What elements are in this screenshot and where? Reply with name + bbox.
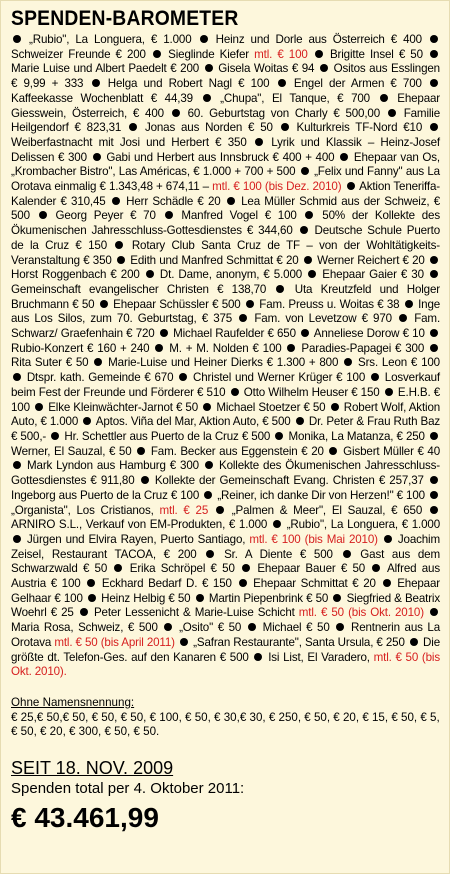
bullet-dot-icon — [278, 79, 286, 87]
donor-text: 50% der Kollekte des Ökumenischen Jahresschluss-Gottesdienstes € 344,60 — [11, 209, 440, 238]
bullet-dot-icon — [410, 638, 418, 646]
bullet-dot-icon — [300, 226, 308, 234]
donor-text: Manfred Vogel € 100 — [181, 209, 297, 223]
donor-text: „Organista", Los Cristianos, — [11, 503, 160, 517]
donor-text: Kollekte der Gemeinschaft Evang. Christen € 257,37 — [154, 474, 424, 488]
donor-text: Rita Suter € 50 — [11, 356, 89, 370]
donor-text: Otto Wilhelm Heuser € 150 — [243, 385, 380, 399]
monthly-amount: mtl. € 50 (bis April 2011) — [54, 635, 175, 649]
bullet-dot-icon — [100, 300, 108, 308]
donor-entry — [224, 548, 333, 561]
donor-entry — [253, 577, 376, 590]
anonymous-amounts: € 25,€ 50,€ 50, € 50, € 50, € 100, € 50, € 30,€ 30, € 250, € 50, € 20, € 15, € 50, € 5, € 50, € 20, € 300, € 50, € 50. — [11, 710, 440, 739]
bullet-dot-icon — [239, 579, 247, 587]
donor-text: Kaffeekasse Wochenblatt € 44,39 — [11, 91, 193, 105]
bullet-dot-icon — [93, 153, 101, 161]
donor-text: „Rubio", La Longuera, € 1.000 — [286, 518, 440, 532]
donor-text: Ehepaar Schüssler € 500 — [113, 297, 241, 311]
bullet-dot-icon — [239, 314, 247, 322]
bullet-dot-icon — [344, 358, 352, 366]
donor-text: Jürgen und Elvira Rayen, Puerto Santiago, — [27, 532, 250, 546]
donor-text: Sieglinde Kiefer — [168, 47, 255, 61]
bullet-dot-icon — [13, 373, 21, 381]
bullet-dot-icon — [179, 373, 187, 381]
donor-text: „Reiner, ich danke Dir von Herzen!" € 100 — [217, 488, 425, 502]
donor-text: Dr. Peter & Frau Ruth Baz € 500,- — [11, 415, 441, 443]
bullet-dot-icon — [117, 256, 125, 264]
donor-text: Erika Schröpel € 50 — [129, 562, 235, 576]
donor-text: Fam. Schwarz/ Graefenhain € 720 — [11, 312, 441, 341]
bullet-dot-icon — [430, 476, 438, 484]
bullet-dot-icon — [383, 579, 391, 587]
donor-entry — [11, 504, 208, 517]
donor-entry — [11, 356, 88, 369]
donor-entry — [108, 356, 338, 369]
donor-list — [11, 33, 440, 680]
bullet-dot-icon — [206, 550, 214, 558]
donor-text: Horst Roggenbach € 200 — [11, 268, 140, 282]
bullet-dot-icon — [287, 344, 295, 352]
donor-entry — [151, 445, 324, 458]
bullet-dot-icon — [347, 182, 355, 190]
donor-entry — [254, 312, 392, 325]
bullet-dot-icon — [430, 79, 438, 87]
bullet-dot-icon — [430, 506, 438, 514]
bullet-dot-icon — [160, 329, 168, 337]
donor-text: Siegfried & Beatrix Woehrl € 25 — [11, 591, 440, 620]
bullet-dot-icon — [248, 623, 256, 631]
bullet-dot-icon — [83, 417, 91, 425]
since-date: SEIT 18. NOV. 2009 — [11, 758, 174, 779]
donor-text: Jonas aus Norden € 50 — [144, 121, 273, 135]
bullet-dot-icon — [276, 285, 284, 293]
bullet-dot-icon — [301, 167, 309, 175]
bullet-dot-icon — [112, 197, 120, 205]
donor-text: „Osito" € 50 — [179, 621, 242, 635]
donor-entry — [27, 459, 199, 472]
donor-entry — [193, 371, 365, 384]
donor-text: Fam. von Levetzow € 970 — [254, 312, 392, 326]
bullet-dot-icon — [275, 432, 283, 440]
donor-text: Kollekte des Ökumenischen Jahresschluss-Gottesdienstes € 911,80 — [11, 459, 441, 488]
donor-text: Robert Wolf, Aktion Auto, € 1.000 — [11, 400, 441, 429]
donor-entry — [209, 592, 328, 605]
bullet-dot-icon — [301, 329, 309, 337]
bullet-dot-icon — [340, 153, 348, 161]
donor-entry — [29, 33, 191, 46]
donor-text: Losverkauf beim Fest der Freunde und Förderer € 510 — [11, 371, 440, 399]
donor-text: Eckhard Bedarf D. € 150 — [101, 577, 232, 591]
donor-text: Dt. Dame, anonym, € 5.000 — [159, 268, 303, 282]
bullet-dot-icon — [430, 270, 438, 278]
donor-entry — [11, 62, 199, 75]
bullet-dot-icon — [246, 300, 254, 308]
donor-text: Dtspr. kath. Gemeinde € 670 — [26, 371, 174, 385]
donor-text: Joachim Zeisel, Restaurant TACOA, € 200 — [11, 532, 440, 561]
donor-text: Fam. Preuss u. Woitas € 38 — [259, 297, 400, 311]
bullet-dot-icon — [87, 579, 95, 587]
donor-text: Rubio-Konzert € 160 + 240 — [11, 341, 150, 355]
donor-entry — [11, 445, 132, 458]
donor-text: Anneliese Dorow € 10 — [313, 327, 425, 341]
bullet-dot-icon — [430, 329, 438, 337]
donor-entry — [11, 283, 266, 296]
bullet-dot-icon — [180, 638, 188, 646]
donor-text: „Rubio", La Longuera, € 1.000 — [29, 33, 192, 46]
donor-text: Marie Luise und Albert Paedelt € 200 — [11, 62, 200, 76]
donor-entry — [130, 254, 298, 267]
donor-text: Ehepaar Bauer € 50 — [257, 562, 366, 576]
bullet-dot-icon — [385, 388, 393, 396]
donor-text: Deutsche Schule Puerto de la Cruz € 150 — [11, 224, 440, 252]
donor-text: Heinz und Dorle aus Österreich € 400 — [215, 33, 422, 46]
donor-text: Weiberfastnacht mit Josi und Herbert € 350 — [11, 135, 247, 149]
donor-text: Herr Schädle € 20 — [126, 194, 221, 208]
bullet-dot-icon — [305, 211, 313, 219]
bullet-dot-icon — [227, 197, 235, 205]
donor-entry — [27, 371, 174, 384]
bullet-dot-icon — [203, 94, 211, 102]
donor-text: „Felix und Fanny" aus La Orotava einmalig € 1.343,48 + 674,11 – — [11, 165, 440, 194]
donor-text: Edith und Manfred Schmittat € 20 — [130, 253, 299, 267]
bullet-dot-icon — [399, 314, 407, 322]
donor-text: Inge aus Los Silos, zum 70. Geburtstag, € 375 — [11, 297, 441, 326]
bullet-dot-icon — [13, 461, 21, 469]
bullet-dot-icon — [200, 35, 208, 43]
donor-text: Srs. Leon € 100 — [358, 356, 440, 370]
bullet-dot-icon — [296, 417, 304, 425]
bullet-dot-icon — [315, 50, 323, 58]
donor-entry — [220, 92, 370, 105]
donor-entry — [287, 518, 440, 531]
donor-text: Ingeborg aus Puerto de la Cruz € 100 — [11, 488, 200, 502]
monthly-amount: mtl. € 25 — [159, 503, 209, 517]
bullet-dot-icon — [273, 520, 281, 528]
bullet-dot-icon — [343, 550, 351, 558]
donor-text: Christel und Werner Krüger € 100 — [193, 371, 366, 385]
donor-entry — [160, 268, 302, 281]
donor-entry — [11, 518, 267, 531]
donor-text: Paradies-Papagei € 300 — [301, 341, 425, 355]
bullet-dot-icon — [384, 535, 392, 543]
donor-entry — [155, 474, 424, 487]
donor-text: Ehepaar Schmittat € 20 — [253, 577, 376, 591]
donor-text: Helga und Robert Nagl € 100 — [107, 77, 270, 91]
donor-text: Marie-Luise und Heiner Dierks € 1.300 + 800 — [108, 356, 339, 370]
bullet-dot-icon — [430, 608, 438, 616]
donor-text: Brigitte Insel € 50 — [329, 47, 423, 61]
donor-text: Aktion Teneriffa-Kalender € 310,45 — [11, 180, 440, 208]
donor-entry — [343, 445, 440, 458]
donor-entry — [263, 621, 330, 634]
donor-entry — [244, 386, 380, 399]
donor-entry — [130, 562, 235, 575]
bullet-dot-icon — [153, 50, 161, 58]
bullet-dot-icon — [146, 270, 154, 278]
donor-entry — [11, 48, 146, 61]
bullet-dot-icon — [331, 403, 339, 411]
donor-text: Fam. Becker aus Eggenstein € 20 — [150, 444, 324, 458]
donor-text: Heinz Helbig € 50 — [101, 591, 191, 605]
donor-text: Ehepaar Gaier € 30 — [322, 268, 424, 282]
monthly-amount: mtl. € 50 (bis Okt. 2010) — [298, 606, 424, 620]
bullet-dot-icon — [165, 211, 173, 219]
bullet-dot-icon — [13, 35, 21, 43]
donor-text: Mark Lyndon aus Hamburg € 300 — [27, 459, 199, 473]
donor-text: Kulturkreis TF-Nord €10 — [296, 121, 423, 135]
total-amount: € 43.461,99 — [11, 802, 159, 834]
bullet-dot-icon — [115, 241, 123, 249]
donor-entry — [188, 107, 380, 120]
monthly-amount: mtl. € 100 — [254, 47, 308, 61]
bullet-dot-icon — [141, 476, 149, 484]
donor-text: E.H.B. € 100 — [11, 385, 440, 414]
donor-text: ARNIRO S.L., Verkauf von EM-Produkten, € 1.000 — [11, 518, 268, 532]
bullet-dot-icon — [320, 64, 328, 72]
donor-text: Engel der Armen € 700 — [293, 77, 422, 91]
bullet-dot-icon — [430, 256, 438, 264]
donor-text: Rentnerin aus La Orotava — [11, 621, 441, 649]
donor-entry — [330, 48, 423, 61]
bullet-dot-icon — [172, 109, 180, 117]
bullet-dot-icon — [203, 403, 211, 411]
bullet-dot-icon — [308, 270, 316, 278]
donor-entry — [11, 92, 193, 105]
donor-entry — [181, 209, 296, 222]
bullet-dot-icon — [281, 123, 289, 131]
monthly-amount: mtl. € 100 (bis Dez. 2010) — [212, 180, 342, 194]
donor-entry — [217, 489, 425, 502]
donor-entry — [169, 342, 281, 355]
donor-text: Familie Heilgendorf € 823,31 — [11, 106, 441, 135]
donor-entry — [297, 121, 423, 134]
bullet-dot-icon — [35, 403, 43, 411]
bullet-dot-icon — [430, 344, 438, 352]
bullet-dot-icon — [430, 35, 438, 43]
donor-entry — [179, 621, 241, 634]
donor-text: Gabi und Herbert aus Innsbruck € 400 + 400 — [106, 150, 335, 164]
donor-entry — [108, 77, 270, 90]
donor-text: Gemeinschaft evangelischer Christen € 138,70 — [11, 282, 267, 296]
donor-text: „Palmen & Meer", El Sauzal, € 650 — [231, 503, 423, 517]
bullet-dot-icon — [137, 447, 145, 455]
bullet-dot-icon — [430, 50, 438, 58]
bullet-dot-icon — [88, 594, 96, 602]
donor-text: Martin Piepenbrink € 50 — [208, 591, 329, 605]
donor-entry — [257, 562, 365, 575]
total-label: Spenden total per 4. Oktober 2011: — [11, 780, 245, 798]
anonymous-heading: Ohne Namensnennung: — [11, 695, 135, 709]
donor-entry — [216, 401, 325, 414]
bullet-dot-icon — [254, 653, 262, 661]
donor-entry — [106, 151, 334, 164]
bullet-dot-icon — [231, 388, 239, 396]
donor-entry — [317, 254, 425, 267]
donor-text: „Chupa", El Tanque, € 700 — [220, 91, 370, 105]
donor-text: Aptos. Viña del Mar, Aktion Auto, € 500 — [95, 415, 291, 429]
donor-text: Alfred aus Austria € 100 — [11, 562, 440, 591]
donor-entry — [314, 327, 425, 340]
bullet-dot-icon — [94, 358, 102, 366]
donor-text: Ehepaar Gelhaar € 100 — [11, 577, 440, 605]
bullet-dot-icon — [205, 64, 213, 72]
bullet-dot-icon — [304, 256, 312, 264]
bullet-dot-icon — [255, 138, 263, 146]
donor-entry — [11, 342, 149, 355]
donor-entry — [358, 356, 440, 369]
donor-entry — [11, 621, 158, 634]
bullet-dot-icon — [155, 344, 163, 352]
donor-entry — [218, 62, 314, 75]
donor-entry — [64, 430, 270, 443]
donor-text: Gisbert Müller € 40 — [343, 444, 441, 458]
bullet-dot-icon — [242, 564, 250, 572]
donor-text: Uta Kreutzfeld und Holger Bruchmann € 50 — [11, 282, 440, 311]
donor-text: Elke Kleinwächter-Jarnot € 50 — [48, 400, 199, 414]
donor-entry — [11, 136, 247, 149]
donor-text: Michael € 50 — [262, 621, 330, 635]
donor-text: Sr. A Diente € 500 — [224, 547, 333, 561]
donor-text: Ehepaar van Os, „Krombacher Bistro", Las Américas, € 1.000 + 700 + 500 — [11, 150, 440, 179]
donor-text: Schweizer Freunde € 200 — [11, 47, 146, 61]
donor-entry — [168, 48, 308, 61]
donor-entry — [259, 298, 399, 311]
bullet-dot-icon — [333, 594, 341, 602]
bullet-dot-icon — [13, 535, 21, 543]
bullet-dot-icon — [51, 432, 59, 440]
donor-entry — [145, 121, 273, 134]
donor-entry — [216, 33, 422, 46]
donor-text: Michael Raufelder € 650 — [173, 327, 296, 341]
bullet-dot-icon — [430, 491, 438, 499]
bullet-dot-icon — [388, 109, 396, 117]
donor-text: Lea Müller Schmid aus der Schweiz, € 500 — [11, 194, 441, 223]
donor-text: Maria Rosa, Schweiz, € 500 — [11, 621, 158, 635]
donor-text: Peter Lessenicht & Marie-Luise Schicht — [93, 606, 299, 620]
bullet-dot-icon — [430, 123, 438, 131]
donor-text: Michael Stoetzer € 50 — [216, 400, 326, 414]
donor-entry — [113, 298, 240, 311]
donor-entry — [288, 430, 424, 443]
bullet-dot-icon — [92, 79, 100, 87]
bullet-dot-icon — [114, 564, 122, 572]
donor-entry — [94, 606, 424, 619]
donor-entry — [48, 401, 198, 414]
bullet-dot-icon — [371, 373, 379, 381]
donor-text: Werner, El Sauzal, € 50 — [11, 444, 132, 458]
donor-entry — [27, 533, 378, 546]
bullet-dot-icon — [205, 461, 213, 469]
donor-entry — [232, 504, 422, 517]
bullet-dot-icon — [129, 123, 137, 131]
title: SPENDEN-BAROMETER — [11, 7, 239, 30]
donor-text: Die größte dt. Telefon-Ges. auf den Kanaren € 500 — [11, 635, 440, 664]
donor-entry — [294, 77, 422, 90]
donor-text: Werner Reichert € 20 — [317, 253, 425, 267]
donor-entry — [301, 342, 424, 355]
donor-text: Rotary Club Santa Cruz de TF – von der Wohltätigkeits-Veranstaltung € 350 — [11, 238, 440, 267]
donor-text: Georg Peyer € 70 — [55, 209, 156, 223]
bullet-dot-icon — [204, 491, 212, 499]
donor-text: Gisela Woitas € 94 — [218, 62, 315, 76]
donor-entry — [11, 489, 199, 502]
bullet-dot-icon — [216, 506, 224, 514]
monthly-amount: mtl. € 50 (bis Okt. 2010). — [11, 650, 440, 679]
donor-text: Monika, La Matanza, € 250 — [288, 429, 425, 443]
monthly-amount: mtl. € 100 (bis Mai 2010) — [249, 532, 378, 546]
bullet-dot-icon — [196, 594, 204, 602]
donor-text: Ehepaar Giesswein, Österreich, € 400 — [11, 91, 441, 120]
donor-entry — [193, 636, 405, 649]
donor-text: M. + M. Nolden € 100 — [169, 341, 282, 355]
donor-text: Isi List, El Varadero, — [268, 650, 374, 664]
bullet-dot-icon — [372, 564, 380, 572]
donor-entry — [322, 268, 424, 281]
donor-entry — [96, 415, 291, 428]
bullet-dot-icon — [39, 211, 47, 219]
donor-text: Gast aus dem Schwarzwald € 50 — [11, 547, 440, 576]
donor-entry — [102, 577, 232, 590]
donor-entry — [11, 268, 140, 281]
bullet-dot-icon — [329, 447, 337, 455]
bullet-dot-icon — [430, 432, 438, 440]
donor-entry — [173, 327, 296, 340]
bullet-dot-icon — [164, 623, 172, 631]
bullet-dot-icon — [80, 608, 88, 616]
donor-text: Lyrik und Klassik – Heinz-Josef Delissen € 300 — [11, 135, 440, 164]
bullet-dot-icon — [380, 94, 388, 102]
donor-entry — [56, 209, 156, 222]
bullet-dot-icon — [405, 300, 413, 308]
donor-text: Ositos aus Esslingen € 9,99 + 333 — [11, 62, 440, 91]
donor-entry — [101, 592, 190, 605]
donor-text: „Safran Restaurante", Santa Ursula, € 250 — [193, 635, 405, 649]
donor-entry — [126, 195, 220, 208]
donor-text: Hr. Schettler aus Puerto de la Cruz € 500 — [64, 429, 271, 443]
bullet-dot-icon — [336, 623, 344, 631]
donor-text: 60. Geburtstag von Charly € 500,00 — [187, 106, 381, 120]
